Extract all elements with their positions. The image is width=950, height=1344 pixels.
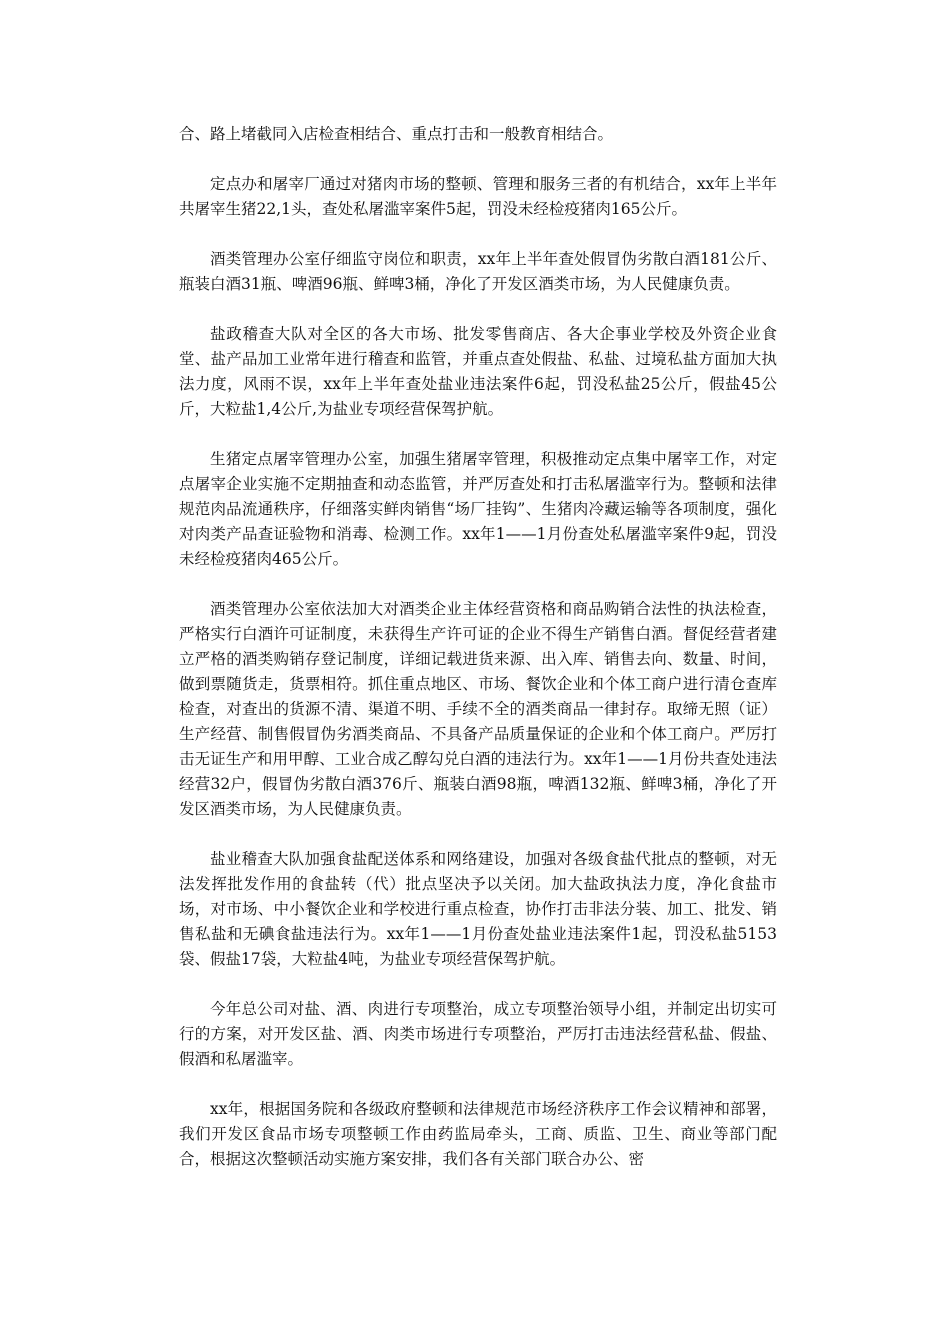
paragraph-8: 今年总公司对盐、酒、肉进行专项整治，成立专项整治领导小组，并制定出切实可行的方案，对开发区盐、酒、肉类市场进行专项整治，严厉打击违法经营私盐、假盐、假酒和私屠滥宰。 [179, 1000, 777, 1068]
paragraph-9: xx年，根据国务院和各级政府整顿和法律规范市场经济秩序工作会议精神和部署，我们开发区食品市场专项整顿工作由药监局牵头，工商、质监、卫生、商业等部门配合，根据这次整顿活动实施方案安排，我们各有关部门联合办公、密 [179, 1100, 777, 1168]
paragraph-2: 定点办和屠宰厂通过对猪肉市场的整顿、管理和服务三者的有机结合，xx年上半年共屠宰生猪22,1头，查处私屠滥宰案件5起，罚没未经检疫猪肉165公斤。 [179, 175, 777, 218]
document-body [179, 122, 777, 1197]
paragraph-5: 生猪定点屠宰管理办公室，加强生猪屠宰管理，积极推动定点集中屠宰工作，对定点屠宰企业实施不定期抽查和动态监管，并严厉查处和打击私屠滥宰行为。整顿和法律规范肉品流通秩序，仔细落实鲜肉销售“场厂挂钩”、生猪肉冷藏运输等各项制度，强化对肉类产品查证验物和消毒、检测工作。xx年1——1月份查处私屠滥宰案件9起，罚没未经检疫猪肉465公斤。 [179, 450, 777, 568]
paragraph-3: 酒类管理办公室仔细监守岗位和职责，xx年上半年查处假冒伪劣散白酒181公斤、瓶装白酒31瓶、啤酒96瓶、鲜啤3桶，净化了开发区酒类市场，为人民健康负责。 [179, 250, 777, 293]
paragraph-6: 酒类管理办公室依法加大对酒类企业主体经营资格和商品购销合法性的执法检查，严格实行白酒许可证制度，未获得生产许可证的企业不得生产销售白酒。督促经营者建立严格的酒类购销存登记制度，详细记载进货来源、出入库、销售去向、数量、时间，做到票随货走，货票相符。抓住重点地区、市场、餐饮企业和个体工商户进行清仓查库检查，对查出的货源不清、渠道不明、手续不全的酒类商品一律封存。取缔无照（证）生产经营、制售假冒伪劣酒类商品、不具备产品质量保证的企业和个体工商户。严厉打击无证生产和用甲醇、工业合成乙醇勾兑白酒的违法行为。xx年1——1月份共查处违法经营32户，假冒伪劣散白酒376斤、瓶装白酒98瓶，啤酒132瓶、鲜啤3桶，净化了开发区酒类市场，为人民健康负责。 [179, 600, 777, 818]
paragraph-1: 合、路上堵截同入店检查相结合、重点打击和一般教育相结合。 [179, 125, 614, 143]
paragraph-7: 盐业稽查大队加强食盐配送体系和网络建设，加强对各级食盐代批点的整顿，对无法发挥批发作用的食盐转（代）批点坚决予以关闭。加大盐政执法力度，净化食盐市场，对市场、中小餐饮企业和学校进行重点检查，协作打击非法分装、加工、批发、销售私盐和无碘食盐违法行为。xx年1——1月份查处盐业违法案件1起，罚没私盐5153袋、假盐17袋，大粒盐4吨，为盐业专项经营保驾护航。 [179, 850, 777, 968]
paragraph-4: 盐政稽查大队对全区的各大市场、批发零售商店、各大企事业学校及外资企业食堂、盐产品加工业常年进行稽查和监管，并重点查处假盐、私盐、过境私盐方面加大执法力度，风雨不误，xx年上半年查处盐业违法案件6起，罚没私盐25公斤，假盐45公斤，大粒盐1,4公斤,为盐业专项经营保驾护航。 [179, 325, 777, 418]
